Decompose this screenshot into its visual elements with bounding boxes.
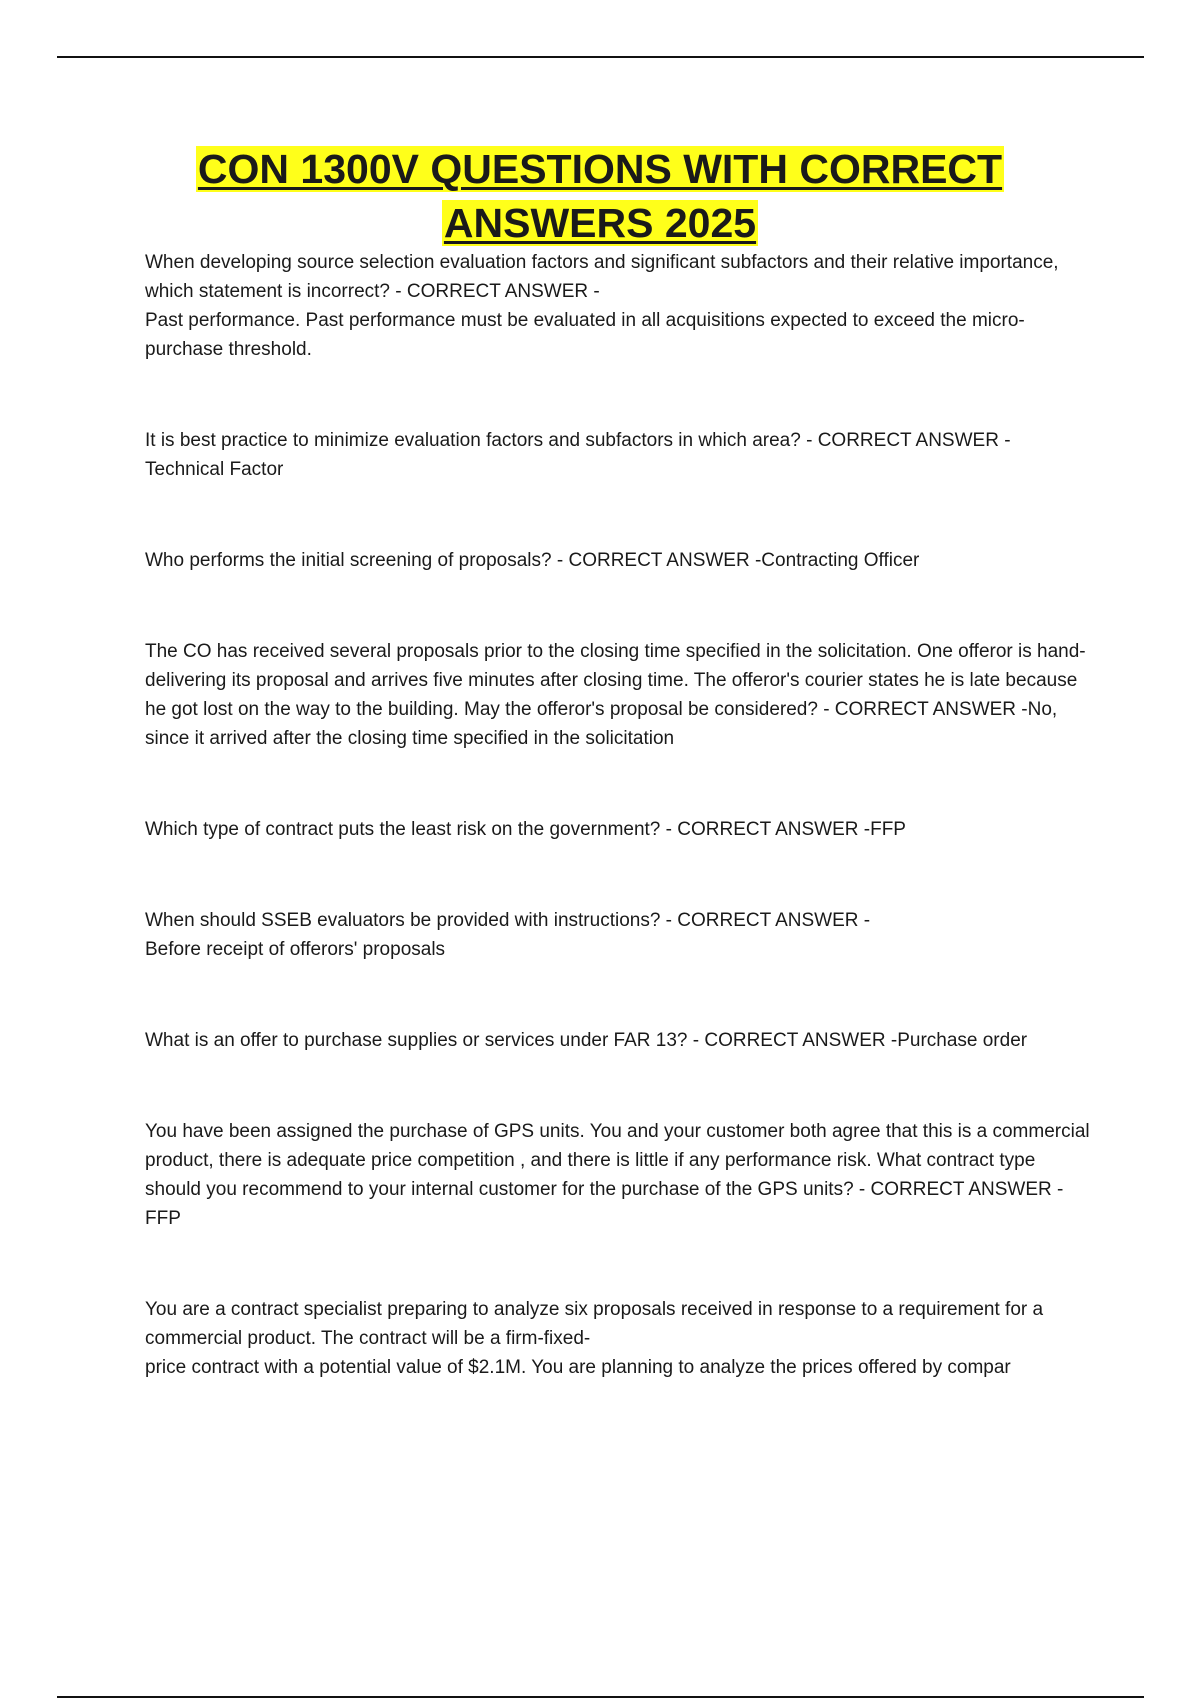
header-rule — [57, 56, 1144, 58]
answer-text: Technical Factor — [145, 459, 284, 480]
qa-item — [145, 815, 1090, 844]
question-text: You are a contract specialist preparing to analyze six proposals received in response to a requirement for a commercial product. The contract will be a firm-fixed- — [145, 1299, 1044, 1349]
qa-item — [145, 546, 1090, 575]
qa-item — [145, 906, 1090, 964]
question-text: When should SSEB evaluators be provided with instructions? - CORRECT ANSWER - — [145, 910, 871, 931]
title-line-1: CON 1300V QUESTIONS WITH CORRECT — [197, 146, 1003, 192]
question-text: Which type of contract puts the least risk on the government? - CORRECT ANSWER -FFP — [145, 819, 906, 840]
question-text: It is best practice to minimize evaluation factors and subfactors in which area? - CORRECT ANSWER - — [145, 430, 1011, 451]
qa-item — [145, 1117, 1090, 1233]
answer-text: Past performance. Past performance must be evaluated in all acquisitions expected to exceed the micro-purchase threshold. — [145, 310, 1025, 360]
qa-list — [145, 248, 1090, 1444]
question-text: You have been assigned the purchase of GPS units. You and your customer both agree that this is a commercial product, there is adequate price competition , and there is little if any performance risk. What contract type should you recommend to your internal customer for the purchase of the GPS units? - CORRECT ANSWER -FFP — [145, 1121, 1090, 1229]
qa-item — [145, 637, 1090, 753]
answer-text: Before receipt of offerors' proposals — [145, 939, 446, 960]
question-text: Who performs the initial screening of proposals? - CORRECT ANSWER -Contracting Officer — [145, 550, 920, 571]
question-text: What is an offer to purchase supplies or services under FAR 13? - CORRECT ANSWER -Purchase order — [145, 1030, 1028, 1051]
qa-item — [145, 1295, 1090, 1382]
question-text: The CO has received several proposals prior to the closing time specified in the solicitation. One offeror is hand- — [145, 641, 1086, 662]
question-text: When developing source selection evaluation factors and significant subfactors and their relative importance, which statement is incorrect? - CORRECT ANSWER - — [145, 252, 1059, 302]
qa-item — [145, 248, 1090, 364]
page-title — [60, 142, 1140, 250]
answer-text: price contract with a potential value of $2.1M. You are planning to analyze the prices offered by compar — [145, 1357, 1011, 1378]
qa-item — [145, 426, 1090, 484]
answer-text: delivering its proposal and arrives five minutes after closing time. The offeror's courier states he is late because he got lost on the way to the building. May the offeror's proposal be considered? - CORRECT ANSWER -No, since it arrived after the closing time specified in the solicitation — [145, 670, 1078, 749]
footer-rule — [57, 1696, 1144, 1698]
qa-item — [145, 1026, 1090, 1055]
title-line-2: ANSWERS 2025 — [443, 200, 757, 246]
